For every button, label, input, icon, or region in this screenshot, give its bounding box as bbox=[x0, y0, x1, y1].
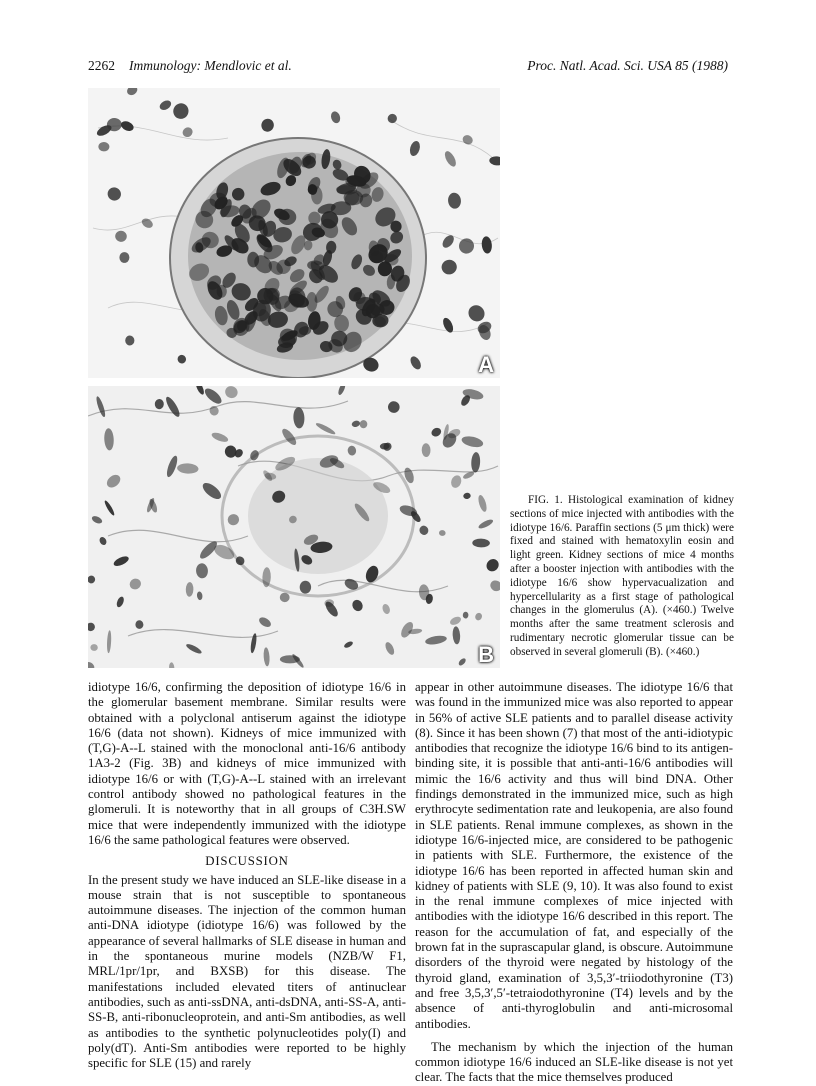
cell-nucleus bbox=[280, 655, 300, 663]
page-number: 2262 bbox=[88, 58, 115, 73]
journal-citation: Proc. Natl. Acad. Sci. USA 85 (1988) bbox=[527, 58, 728, 73]
figure-panel-a bbox=[88, 88, 500, 378]
left-column bbox=[88, 680, 406, 1071]
running-title: Immunology: Mendlovic et al. bbox=[129, 58, 292, 73]
cell-nucleus bbox=[217, 285, 227, 298]
micrograph-b bbox=[88, 386, 500, 668]
figure-caption: FIG. 1. Histological examination of kidney sections of mice injected with antibodies with the idiotype 16/6. Paraffin sections (5 μm thick) were fixed and stained with hematoxylin eosin and light green. Kidney sections of mice 4 months after a booster injection with antibodies with the idiotype 16/6 show hypervacualization and hypercellularity as a first stage of pathological changes in the glomerulus (A). (×460.) Twelve months after the same treatment sclerosis and rudimentary necrotic glomerular tissue can be observed in several glomeruli (B). (×460.) bbox=[510, 494, 734, 658]
section-heading: DISCUSSION bbox=[205, 854, 289, 869]
paragraph: The mechanism by which the injection of the human common idiotype 16/6 induced an SLE-like disease is not yet clear. The facts that the mice themselves produced bbox=[415, 1039, 733, 1085]
micrograph-a bbox=[88, 88, 500, 378]
panel-b-label: B bbox=[478, 642, 494, 667]
running-header-left bbox=[88, 58, 292, 74]
right-column bbox=[415, 680, 733, 1086]
paragraph: appear in other autoimmune diseases. The idiotype 16/6 that was found in the immunized mice was also reported to appear in 56% of active SLE patients and to parallel disease activity (8). Since it has been shown (7) that most of the anti-idiotypic antibodies that recognize the idiotype 16/6 bind to its antigen-binding site, it is possible that anti-anti-16/6 antibodies will mimic the 16/6 activity and thus will bind DNA. Other findings demonstrated in the immunized mice, such as high erythrocyte sedimentation rate and leukopenia, are also found in SLE patients. Renal immune complexes, as shown in the idiotype 16/6-injected mice, are considered to be pathogenic in patients with SLE. Furthermore, the existence of the idiotype 16/6 has been reported in affected human skin and kidney of patients with SLE (9, 10). It was also found to exist in the renal immune complexes of mice injected with antibodies with the idiotype 16/6 described in this report. The reason for the accumulation of fat, and especially of the brown fat in the suprascapular gland, is obscure. Autoimmune disorders of the thyroid were negated by histology of the thyroid gland, examination of 3,5,3′-triiodothyronine (T3) and free 3,5,3′,5′-tetraiodothyronine (T4) levels and by the absence of anti-thyroglobulin and anti-microsomal antibodies. bbox=[415, 680, 733, 1031]
panel-a-label: A bbox=[478, 352, 494, 377]
paragraph: In the present study we have induced an SLE-like disease in a mouse strain that is not susceptible to spontaneous autoimmune diseases. The injection of the common human anti-DNA idiotype (idiotype 16/6) was followed by the appearance of several hallmarks of SLE disease in human and in the spontaneous murine models (NZB/W F1, MRL/1pr/1pr, and BXSB) for this disease. The manifestations included elevated titers of antinuclear antibodies, such as anti-ssDNA, anti-dsDNA, anti-SS-A, anti-SS-B, anti-ribonucleoprotein, and anti-Sm antibodies, as well as antibodies to the synthetic polynucleotides poly(I) and poly(dT). Anti-Sm antibodies were reported to be highly specific for SLE (15) and rarely bbox=[88, 872, 406, 1071]
figure-panel-b bbox=[88, 386, 500, 668]
paragraph: idiotype 16/6, confirming the deposition of idiotype 16/6 in the glomerular basement membrane. Similar results were obtained with a polyclonal antiserum against the idiotype 16/6 (data not shown). Kidneys of mice immunized with (T,G)-A--L stained with the monoclonal anti-16/6 antibody 1A3-2 (Fig. 3B) and kidneys of mice immunized with idiotype 16/6 or with (T,G)-A--L stained with an irrelevant control antibody showed no pathological features in the glomeruli. It is noteworthy that in all groups of C3H.SW mice that were independently immunized with the idiotype 16/6 the same pathological features were observed. bbox=[88, 680, 406, 847]
cell-nucleus bbox=[119, 252, 129, 263]
cell-nucleus bbox=[300, 581, 311, 594]
